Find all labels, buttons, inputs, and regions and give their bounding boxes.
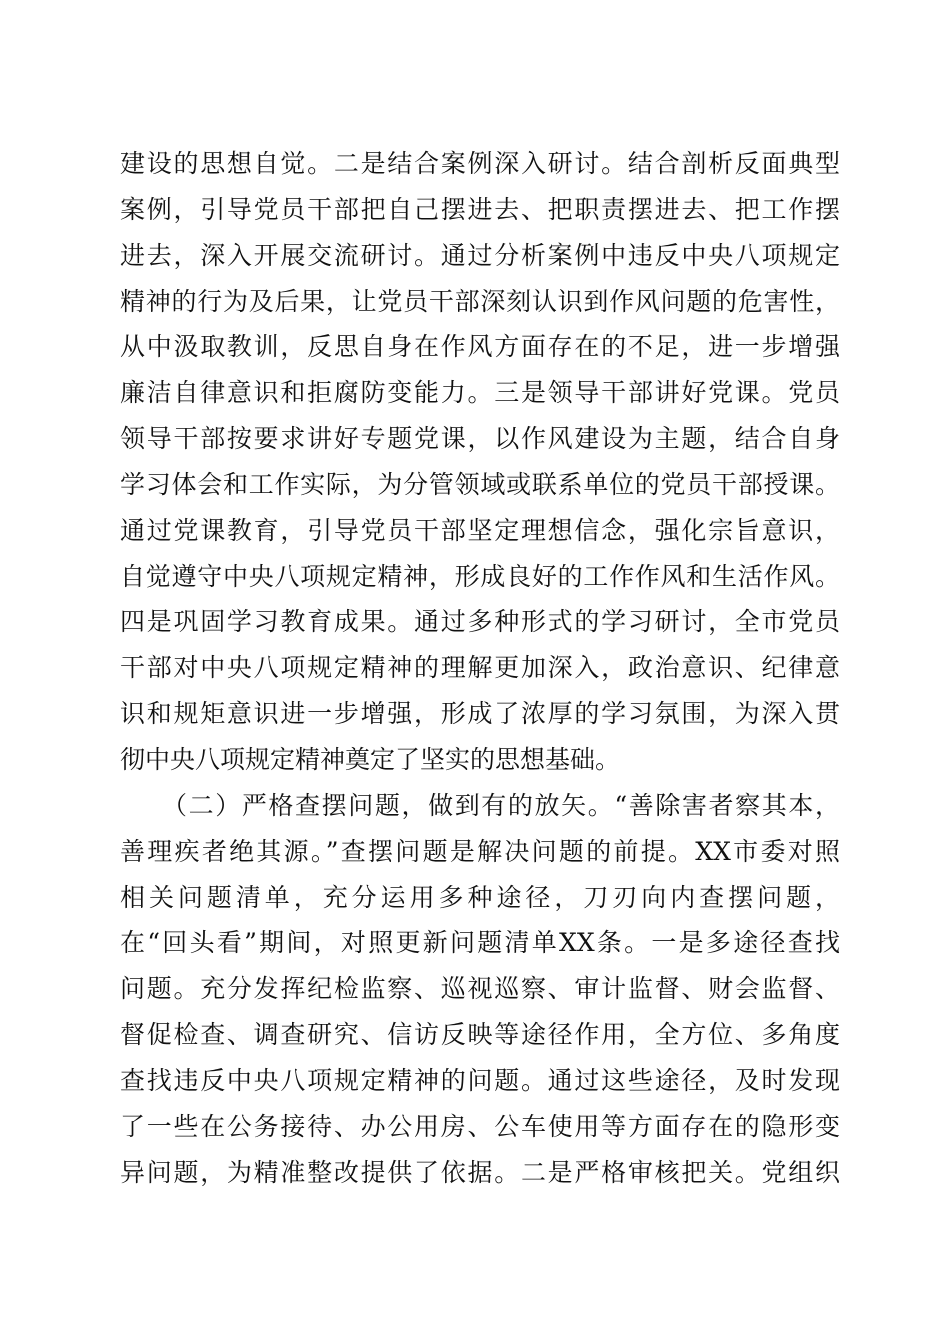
text-line: 自觉遵守中央八项规定精神，形成良好的工作作风和生活作风。 xyxy=(120,561,840,591)
text-line: 异问题，为精准整改提供了依据。二是严格审核把关。党组织 xyxy=(120,1157,840,1187)
text-line: 领导干部按要求讲好专题党课，以作风建设为主题，结合自身 xyxy=(120,424,840,454)
text-line: 四是巩固学习教育成果。通过多种形式的学习研讨，全市党员 xyxy=(120,607,840,637)
text-line: 督促检查、调查研究、信访反映等途径作用，全方位、多角度 xyxy=(120,1020,840,1050)
text-line: 从中汲取教训，反思自身在作风方面存在的不足，进一步增强 xyxy=(120,332,840,362)
body-text xyxy=(120,141,840,1195)
text-line: 问题。充分发挥纪检监察、巡视巡察、审计监督、财会监督、 xyxy=(120,974,840,1004)
text-line: 识和规矩意识进一步增强，形成了浓厚的学习氛围，为深入贯 xyxy=(120,699,840,729)
text-line: 案例，引导党员干部把自己摆进去、把职责摆进去、把工作摆 xyxy=(120,194,840,224)
text-line: 学习体会和工作实际，为分管领域或联系单位的党员干部授课。 xyxy=(120,469,840,499)
text-line: 善理疾者绝其源。”查摆问题是解决问题的前提。XX市委对照 xyxy=(120,836,840,866)
text-line: 了一些在公务接待、办公用房、公车使用等方面存在的隐形变 xyxy=(120,1111,840,1141)
section-heading-line: （二）严格查摆问题，做到有的放矢。“善除害者察其本， xyxy=(162,790,840,820)
text-line: 进去，深入开展交流研讨。通过分析案例中违反中央八项规定 xyxy=(120,240,840,270)
text-line: 在“回头看”期间，对照更新问题清单XX条。一是多途径查找 xyxy=(120,928,840,958)
text-line: 查找违反中央八项规定精神的问题。通过这些途径，及时发现 xyxy=(120,1065,840,1095)
text-line: 干部对中央八项规定精神的理解更加深入，政治意识、纪律意 xyxy=(120,653,840,683)
text-line: 彻中央八项规定精神奠定了坚实的思想基础。 xyxy=(120,744,621,774)
text-line: 相关问题清单，充分运用多种途径，刀刃向内查摆问题， xyxy=(120,882,840,912)
text-line: 廉洁自律意识和拒腐防变能力。三是领导干部讲好党课。党员 xyxy=(120,378,840,408)
text-line: 精神的行为及后果，让党员干部深刻认识到作风问题的危害性， xyxy=(120,286,840,316)
text-line: 建设的思想自觉。二是结合案例深入研讨。结合剖析反面典型 xyxy=(120,149,840,178)
text-line: 通过党课教育，引导党员干部坚定理想信念，强化宗旨意识， xyxy=(120,515,840,545)
